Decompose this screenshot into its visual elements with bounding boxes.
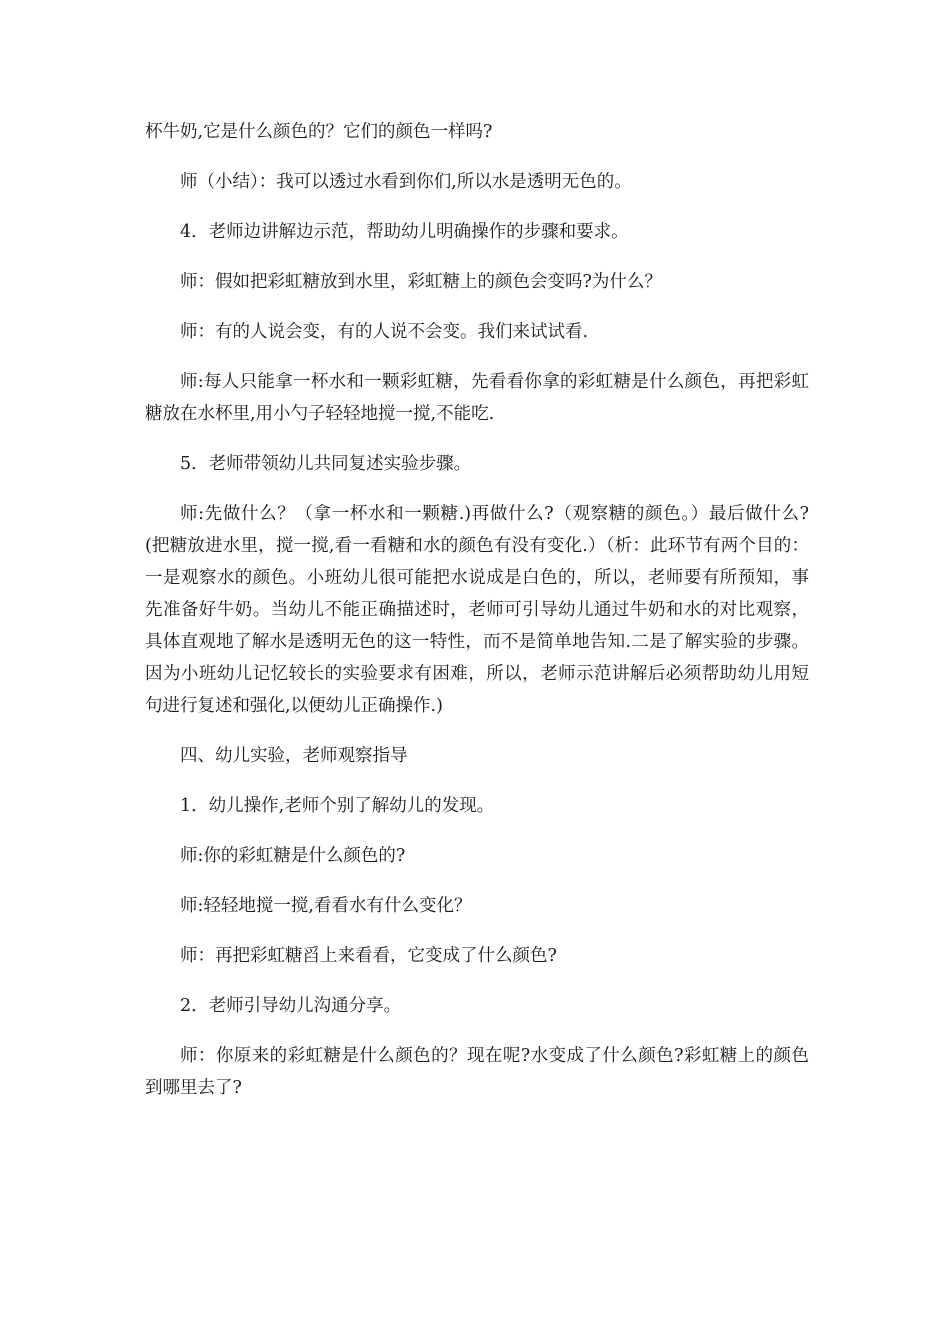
paragraph-step-5: 5．老师带领幼儿共同复述实验步骤。 xyxy=(180,454,472,474)
document-body xyxy=(145,116,809,1122)
paragraph: 师:轻轻地搅一搅,看看水有什么变化？ xyxy=(180,896,472,916)
paragraph: 师（小结）：我可以透过水看到你们,所以水是透明无色的。 xyxy=(180,172,632,192)
paragraph: 师：再把彩虹糖舀上来看看，它变成了什么颜色? xyxy=(180,946,557,966)
paragraph-step-1: 1．幼儿操作,老师个别了解幼儿的发现。 xyxy=(180,796,495,816)
paragraph: 师：你原来的彩虹糖是什么颜色的？现在呢?水变成了什么颜色?彩虹糖上的颜色到哪里去了? xyxy=(145,1046,809,1098)
paragraph-continuation: 杯牛奶,它是什么颜色的？它们的颜色一样吗? xyxy=(145,122,493,142)
paragraph-step-4: 4．老师边讲解边示范，帮助幼儿明确操作的步骤和要求。 xyxy=(180,222,629,242)
paragraph: 师:先做什么？（拿一杯水和一颗糖.)再做什么?（观察糖的颜色。）最后做什么?(把糖放进水里，搅一搅,看一看糖和水的颜色有没有变化.）（析：此环节有两个目的：一是观察水的颜色。小班幼儿很可能把水说成是白色的，所以，老师要有所预知，事先准备好牛奶。当幼儿不能正确描述时，老师可引导幼儿通过牛奶和水的对比观察，具体直观地了解水是透明无色的这一特性，而不是简单地告知.二是了解实验的步骤。因为小班幼儿记忆较长的实验要求有困难，所以，老师示范讲解后必须帮助幼儿用短句进行复述和强化,以便幼儿正确操作.) xyxy=(145,504,809,716)
paragraph: 师:你的彩虹糖是什么颜色的? xyxy=(180,846,406,866)
paragraph-step-2: 2．老师引导幼儿沟通分享。 xyxy=(180,996,402,1016)
paragraph: 师:每人只能拿一杯水和一颗彩虹糖，先看看你拿的彩虹糖是什么颜色，再把彩虹糖放在水杯里,用小勺子轻轻地搅一搅,不能吃. xyxy=(145,372,809,424)
paragraph: 师：假如把彩虹糖放到水里，彩虹糖上的颜色会变吗?为什么？ xyxy=(180,272,662,292)
section-heading: 四、幼儿实验，老师观察指导 xyxy=(180,746,408,766)
paragraph: 师：有的人说会变，有的人说不会变。我们来试试看. xyxy=(180,322,589,342)
